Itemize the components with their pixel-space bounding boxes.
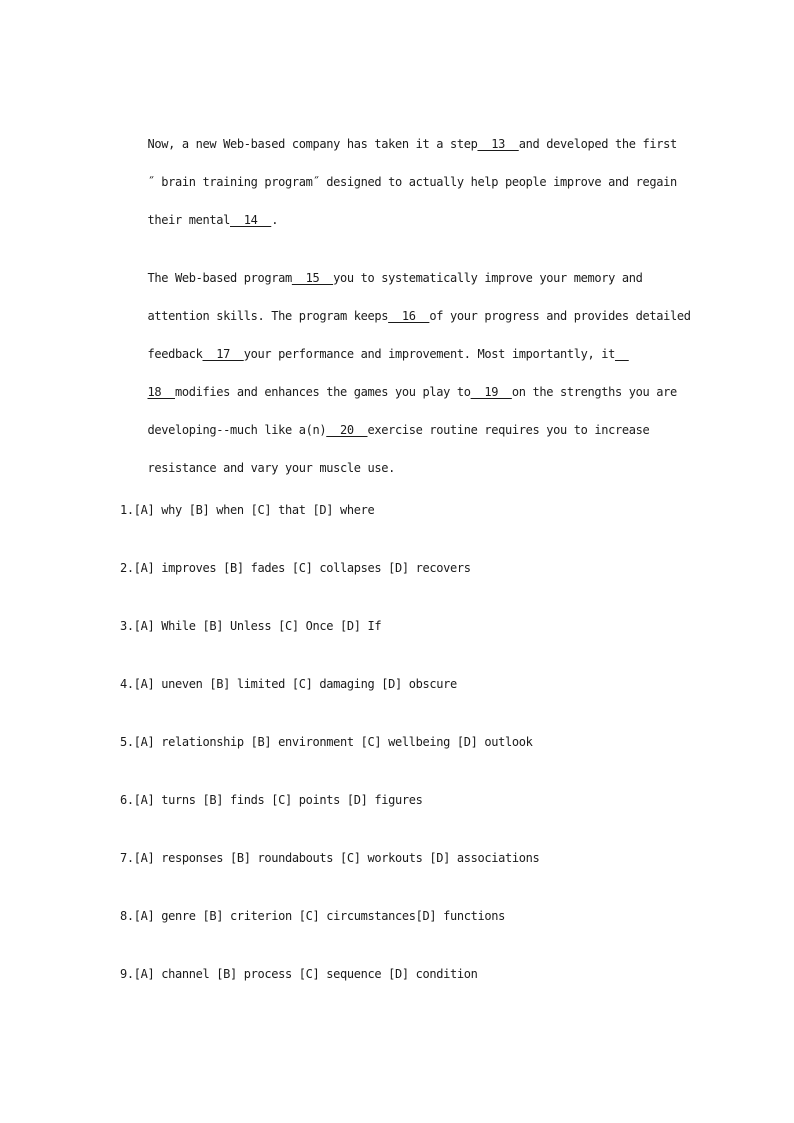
passage-text: of your progress and provides detailed xyxy=(429,309,691,323)
passage-line-9 xyxy=(120,444,395,492)
passage-text: attention skills. The program keeps xyxy=(147,309,389,323)
passage-text: resistance and vary your muscle use. xyxy=(147,461,395,475)
passage-text: their mental xyxy=(147,213,230,227)
passage-text: Now, a new Web-based company has taken it a step xyxy=(147,137,478,151)
option-line-4: 4.[A] uneven [B] limited [C] damaging [D] obscure xyxy=(120,677,457,691)
option-line-8: 8.[A] genre [B] criterion [C] circumstances[D] functions xyxy=(120,909,505,923)
option-line-9: 9.[A] channel [B] process [C] sequence [D] condition xyxy=(120,967,478,981)
blank-13: 13 xyxy=(477,137,519,151)
option-line-6: 6.[A] turns [B] finds [C] points [D] figures xyxy=(120,793,423,807)
blank-20: 20 xyxy=(326,423,368,437)
passage-text: you to systematically improve your memory and xyxy=(333,271,643,285)
passage-text: on the strengths you are xyxy=(511,385,677,399)
passage-text: The Web-based program xyxy=(147,271,292,285)
passage-text: feedback xyxy=(147,347,203,361)
blank-18-start xyxy=(615,347,629,361)
passage-text: exercise routine requires you to increase xyxy=(367,423,650,437)
option-line-5: 5.[A] relationship [B] environment [C] wellbeing [D] outlook xyxy=(120,735,533,749)
blank-14: 14 xyxy=(230,213,272,227)
passage-line-3 xyxy=(120,196,278,244)
blank-16: 16 xyxy=(388,309,430,323)
passage-text: your performance and improvement. Most importantly, it xyxy=(243,347,615,361)
option-line-1: 1.[A] why [B] when [C] that [D] where xyxy=(120,503,375,517)
blank-15: 15 xyxy=(291,271,334,285)
blank-18: 18 xyxy=(147,385,175,399)
passage-text: developing--much like a(n) xyxy=(147,423,327,437)
option-line-2: 2.[A] improves [B] fades [C] collapses [D] recovers xyxy=(120,561,471,575)
passage-text: and developed the first xyxy=(518,137,677,151)
passage-text: modifies and enhances the games you play to xyxy=(175,385,471,399)
passage-text: ˝ brain training program˝ designed to actually help people improve and regain xyxy=(147,175,677,189)
passage-text: . xyxy=(271,213,279,227)
blank-19: 19 xyxy=(470,385,512,399)
option-line-7: 7.[A] responses [B] roundabouts [C] workouts [D] associations xyxy=(120,851,540,865)
option-line-3: 3.[A] While [B] Unless [C] Once [D] If xyxy=(120,619,382,633)
blank-17: 17 xyxy=(202,347,244,361)
